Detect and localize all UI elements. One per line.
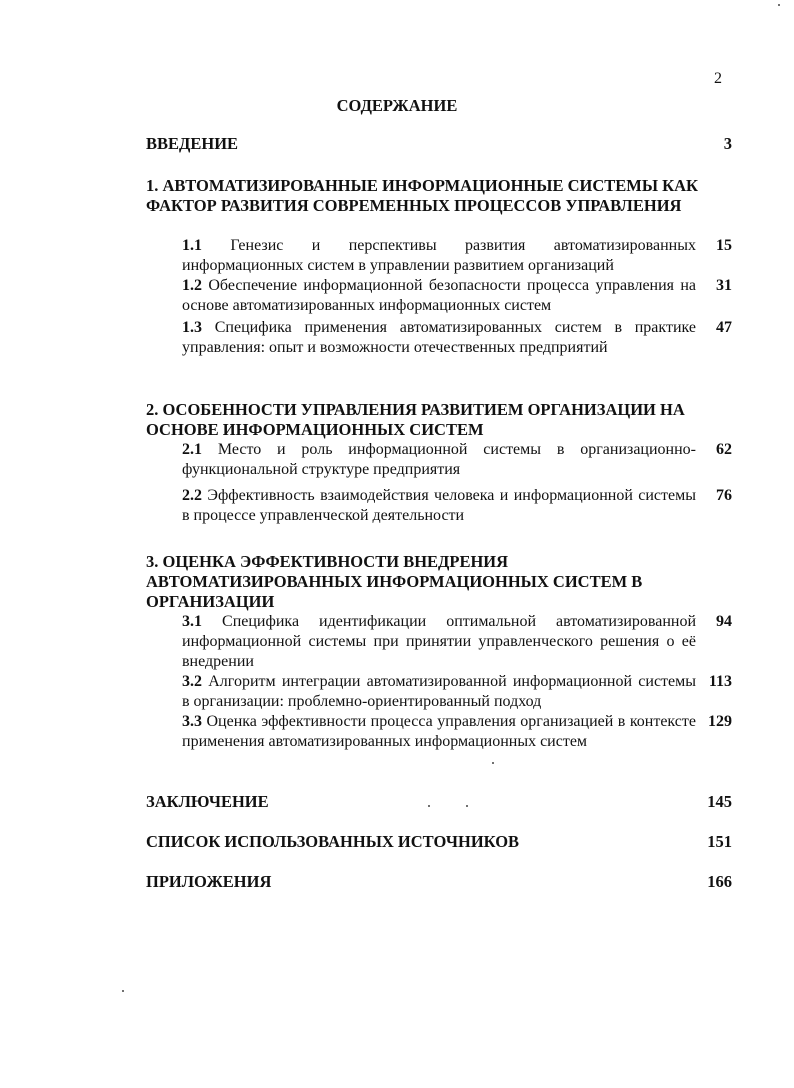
toc-section-title: Алгоритм интеграции автоматизированной информационной системы в организации: проблемно-ориентированный подход bbox=[182, 673, 697, 710]
toc-section-text bbox=[182, 672, 696, 712]
toc-section-text bbox=[182, 276, 696, 316]
toc-section-page: 94 bbox=[716, 613, 732, 630]
toc-section-number: 2.1 bbox=[182, 441, 202, 458]
toc-conclusion-page: 145 bbox=[707, 792, 732, 811]
toc-section-title: Место и роль информационной системы в организационно-функциональной структуре предприятия bbox=[182, 441, 697, 478]
toc-section-text bbox=[182, 612, 696, 672]
chapter-3-title[interactable]: 3. ОЦЕНКА ЭФФЕКТИВНОСТИ ВНЕДРЕНИЯ АВТОМАТИЗИРОВАННЫХ ИНФОРМАЦИОННЫХ СИСТЕМ В ОРГАНИЗАЦИИ bbox=[146, 552, 643, 611]
chapter-1-title[interactable]: 1. АВТОМАТИЗИРОВАННЫЕ ИНФОРМАЦИОННЫЕ СИСТЕМЫ КАК ФАКТОР РАЗВИТИЯ СОВРЕМЕННЫХ ПРОЦЕССОВ УПРАВЛЕНИЯ bbox=[146, 176, 699, 215]
toc-conclusion-label: ЗАКЛЮЧЕНИЕ bbox=[146, 792, 269, 811]
toc-section-title: Специфика применения автоматизированных систем в практике управления: опыт и возможности отечественных предприятий bbox=[182, 319, 697, 356]
toc-intro[interactable] bbox=[146, 134, 732, 154]
toc-section-page: 62 bbox=[716, 441, 732, 458]
toc-section-title: Эффективность взаимодействия человека и информационной системы в процессе управленческой деятельности bbox=[182, 487, 697, 524]
toc-section-page: 47 bbox=[716, 319, 732, 336]
toc-section-1-3[interactable] bbox=[182, 318, 732, 358]
toc-intro-page: 3 bbox=[723, 134, 732, 153]
toc-section-page: 113 bbox=[708, 673, 732, 690]
toc-appendices-label: ПРИЛОЖЕНИЯ bbox=[146, 872, 272, 891]
toc-section-number: 2.2 bbox=[182, 487, 202, 504]
scan-speck bbox=[492, 762, 494, 764]
toc-section-text bbox=[182, 236, 696, 276]
toc-section-3-2[interactable] bbox=[182, 672, 732, 712]
toc-appendices-page: 166 bbox=[707, 872, 732, 891]
toc-section-2-1[interactable] bbox=[182, 440, 732, 480]
scan-speck bbox=[428, 805, 430, 807]
scan-speck bbox=[466, 805, 468, 807]
toc-section-text bbox=[182, 712, 696, 752]
toc-section-number: 3.1 bbox=[182, 613, 202, 630]
toc-section-text bbox=[182, 440, 696, 480]
toc-section-title: Обеспечение информационной безопасности процесса управления на основе автоматизированных информационных систем bbox=[182, 277, 697, 314]
toc-section-title: Оценка эффективности процесса управления организацией в контексте применения автоматизированных информационных систем bbox=[182, 713, 697, 750]
page-number: 2 bbox=[714, 70, 722, 87]
toc-section-1-2[interactable] bbox=[182, 276, 732, 316]
chapter-2-title[interactable]: 2. ОСОБЕННОСТИ УПРАВЛЕНИЯ РАЗВИТИЕМ ОРГАНИЗАЦИИ НА ОСНОВЕ ИНФОРМАЦИОННЫХ СИСТЕМ bbox=[146, 400, 685, 439]
toc-conclusion[interactable] bbox=[146, 792, 732, 812]
toc-section-page: 129 bbox=[708, 713, 732, 730]
toc-section-text bbox=[182, 318, 696, 358]
toc-intro-label: ВВЕДЕНИЕ bbox=[146, 134, 239, 153]
toc-references-page: 151 bbox=[707, 832, 732, 851]
toc-section-number: 1.3 bbox=[182, 319, 202, 336]
toc-section-2-2[interactable] bbox=[182, 486, 732, 526]
toc-section-number: 1.2 bbox=[182, 277, 202, 294]
toc-references-label: СПИСОК ИСПОЛЬЗОВАННЫХ ИСТОЧНИКОВ bbox=[146, 832, 520, 851]
toc-section-number: 3.3 bbox=[182, 713, 202, 730]
scan-speck bbox=[122, 990, 124, 992]
toc-section-3-3[interactable] bbox=[182, 712, 732, 752]
scan-speck bbox=[778, 4, 780, 6]
toc-section-title: Специфика идентификации оптимальной автоматизированной информационной системы при принятии управленческого решения о её внедрении bbox=[182, 613, 697, 670]
toc-section-page: 76 bbox=[716, 487, 732, 504]
toc-section-number: 1.1 bbox=[182, 237, 202, 254]
toc-section-number: 3.2 bbox=[182, 673, 202, 690]
toc-references[interactable] bbox=[146, 832, 732, 852]
toc-section-page: 15 bbox=[716, 237, 732, 254]
toc-section-title: Генезис и перспективы развития автоматизированных информационных систем в управлении развитием организаций bbox=[182, 237, 696, 274]
toc-section-text bbox=[182, 486, 696, 526]
toc-section-page: 31 bbox=[716, 277, 732, 294]
page-title: СОДЕРЖАНИЕ bbox=[336, 96, 458, 115]
toc-section-1-1[interactable] bbox=[182, 236, 732, 276]
toc-appendices[interactable] bbox=[146, 872, 732, 892]
toc-section-3-1[interactable] bbox=[182, 612, 732, 672]
